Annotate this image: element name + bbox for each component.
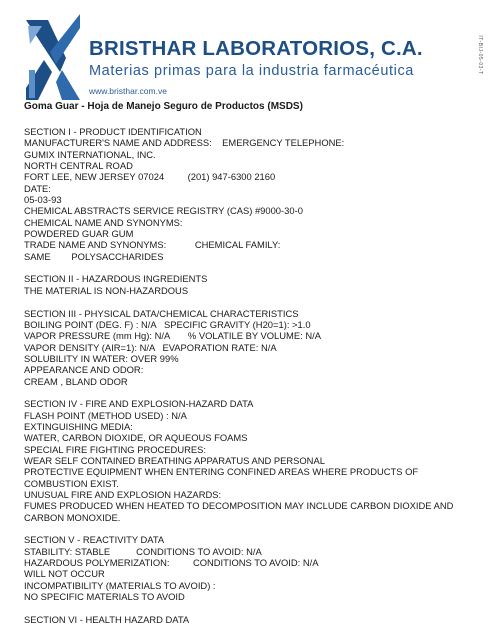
section-heading: SECTION V - REACTIVITY DATA	[24, 534, 165, 546]
blank-line	[24, 523, 486, 534]
blank-line	[24, 262, 486, 273]
document-line: FLASH POINT (METHOD USED) : N/A	[24, 409, 187, 421]
document-line: COMBUSTION EXIST.	[24, 477, 119, 489]
document-line: STABILITY: STABLE CONDITIONS TO AVOID: N/A	[24, 545, 262, 557]
company-website-link[interactable]: www.bristhar.com.ve	[89, 86, 167, 96]
document-line: NO SPECIFIC MATERIALS TO AVOID	[24, 591, 185, 603]
document-line: MANUFACTURER'S NAME AND ADDRESS: EMERGENCY TELEPHONE:	[24, 137, 345, 149]
document-line: SOLUBILITY IN WATER: OVER 99%	[24, 352, 179, 364]
document-line: 05-03-93	[24, 194, 62, 206]
side-document-code	[476, 35, 484, 75]
side-document-code-text: IT-BIJ-05-03-T	[477, 35, 483, 75]
company-tagline: Materias primas para la industria farmacéutica	[89, 63, 414, 79]
section-heading: SECTION IV - FIRE AND EXPLOSION-HAZARD DATA	[24, 398, 254, 410]
document-line: SAME POLYSACCHARIDES	[24, 250, 164, 262]
document-line: CARBON MONOXIDE.	[24, 511, 121, 523]
document-line: WATER, CARBON DIOXIDE, OR AQUEOUS FOAMS	[24, 432, 248, 444]
document-line: WEAR SELF CONTAINED BREATHING APPARATUS AND PERSONAL	[24, 454, 325, 466]
msds-content	[24, 126, 486, 625]
company-logo-icon	[26, 14, 80, 100]
section-heading: SECTION II - HAZARDOUS INGREDIENTS	[24, 273, 208, 285]
document-line: BOILING POINT (DEG. F) : N/A SPECIFIC GRAVITY (H20=1): >1.0	[24, 318, 311, 330]
document-line: WILL NOT OCCUR	[24, 568, 105, 580]
document-line: NORTH CENTRAL ROAD	[24, 160, 133, 172]
blank-line	[24, 296, 486, 307]
document-line: APPEARANCE AND ODOR:	[24, 364, 144, 376]
document-line: GUMIX INTERNATIONAL, INC.	[24, 148, 156, 160]
document-line: CHEMICAL ABSTRACTS SERVICE REGISTRY (CAS) #9000-30-0	[24, 205, 303, 217]
document-title: Goma Guar - Hoja de Manejo Seguro de Productos (MSDS)	[24, 101, 303, 112]
document-line: INCOMPATIBILITY (MATERIALS TO AVOID) :	[24, 579, 216, 591]
blank-line	[24, 387, 486, 398]
section-heading: SECTION VI - HEALTH HAZARD DATA	[24, 613, 190, 625]
document-line: HAZARDOUS POLYMERIZATION: CONDITIONS TO AVOID: N/A	[24, 557, 319, 569]
section-heading: SECTION I - PRODUCT IDENTIFICATION	[24, 126, 202, 137]
document-line: THE MATERIAL IS NON-HAZARDOUS	[24, 284, 189, 296]
blank-line	[24, 602, 486, 613]
document-line: TRADE NAME AND SYNONYMS: CHEMICAL FAMILY:	[24, 239, 281, 251]
document-line: VAPOR DENSITY (AIR=1): N/A EVAPORATION RATE: N/A	[24, 341, 277, 353]
document-line: CHEMICAL NAME AND SYNONYMS:	[24, 216, 183, 228]
document-line: SPECIAL FIRE FIGHTING PROCEDURES:	[24, 443, 206, 455]
document-line: FORT LEE, NEW JERSEY 07024 (201) 947-6300 2160	[24, 171, 276, 183]
document-line: CREAM , BLAND ODOR	[24, 375, 128, 387]
document-line: PROTECTIVE EQUIPMENT WHEN ENTERING CONFINED AREAS WHERE PRODUCTS OF	[24, 466, 419, 478]
company-name: BRISTHAR LABORATORIOS, C.A.	[89, 37, 423, 60]
section-heading: SECTION III - PHYSICAL DATA/CHEMICAL CHARACTERISTICS	[24, 307, 299, 319]
document-line: UNUSUAL FIRE AND EXPLOSION HAZARDS:	[24, 489, 222, 500]
document-line: DATE:	[24, 182, 51, 194]
document-line: EXTINGUISHING MEDIA:	[24, 420, 133, 432]
letterhead	[0, 0, 495, 100]
document-line: POWDERED GUAR GUM	[24, 228, 134, 240]
document-line: VAPOR PRESSURE (mm Hg): N/A % VOLATILE BY VOLUME: N/A	[24, 330, 321, 342]
document-line: FUMES PRODUCED WHEN HEATED TO DECOMPOSITION MAY INCLUDE CARBON DIOXIDE AND	[24, 500, 454, 512]
